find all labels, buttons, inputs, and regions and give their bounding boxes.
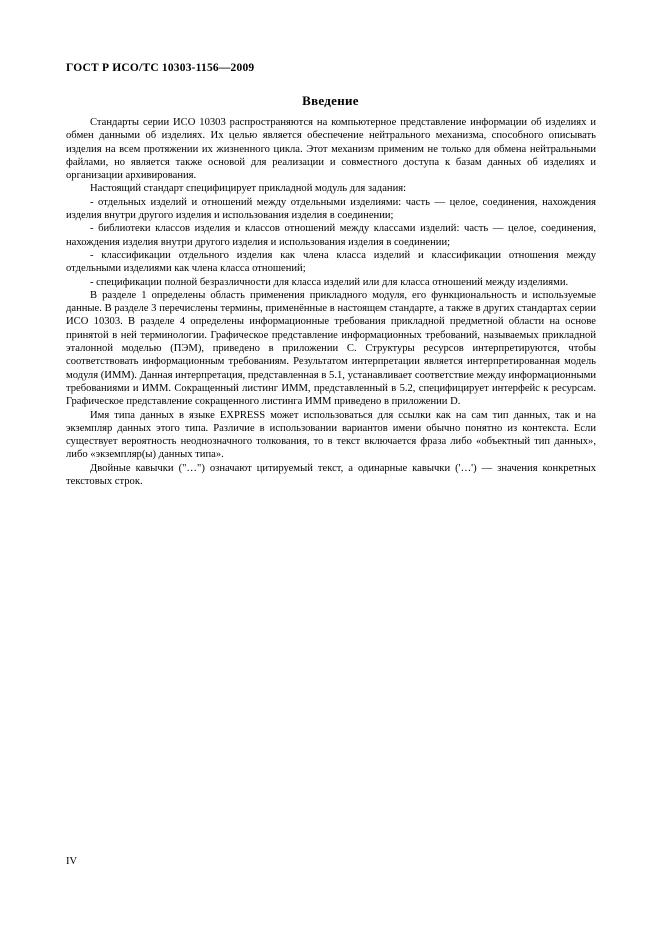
paragraph: - библиотеки классов изделия и классов отношений между классами изделий: часть — целое, соединения, нахождения изделия внутри другого изделия и использования изделия в соединении;: [66, 223, 596, 248]
paragraph: Стандарты серии ИСО 10303 распространяются на компьютерное представление информации об изделиях и обмен данными об изделиях. Их целью является обеспечение нейтрального механизма, способного описывать изделия на всем протяжении их жизненного цикла. Этот механизм применим не только для обмена нейтральными файлами, но является также основой для реализации и совместного доступа к базам данных об изделиях и организации архивирования.: [66, 117, 596, 182]
body-text: [66, 116, 596, 488]
page-title: Введение: [302, 93, 359, 108]
paragraph: - классификации отдельного изделия как члена класса изделий и классификации отношения между отдельными изделиями как члена класса отношений;: [66, 249, 596, 275]
standard-header: ГОСТ Р ИСО/ТС 10303-1156—2009: [66, 62, 255, 74]
paragraph: Имя типа данных в языке EXPRESS может использоваться для ссылки как на сам тип данных, так и на экземпляр данных этого типа. Различие в использовании вариантов имени обычно понятно из контекста. Если существует вероятность неоднозначного толкования, то в текст включается фраза либо «объектный тип данных», либо «экземпляр(ы) данных типа».: [66, 409, 596, 461]
paragraph: - отдельных изделий и отношений между отдельными изделиями: часть — целое, соединения, нахождения изделия внутри другого изделия и использования изделия в соединении;: [66, 196, 596, 222]
paragraph: Настоящий стандарт специфицирует прикладной модуль для задания:: [90, 183, 407, 195]
page-number: IV: [66, 856, 78, 867]
paragraph: - спецификации полной безразличности для класса изделий или для класса отношений между изделиями.: [90, 276, 569, 288]
paragraph: В разделе 1 определены область применения прикладного модуля, его функциональность и используемые данные. В разделе 3 перечислены термины, применённые в настоящем стандарте, а также в других стандартах серии ИСО 10303. В разделе 4 определены информационные требования прикладной предметной области на основе принятой в ней терминологии. Графическое представление информационных требований, называемых прикладной эталонной моделью (ПЭМ), приведено в приложении С. Структуры ресурсов интерпретируются, чтобы соответствовать информационным требованиям. Результатом интерпретации является интерпретированная модель модуля (ИММ). Данная интерпретация, представленная в 5.1, устанавливает соответствие между информационными требованиями и ИММ. Сокращенный листинг ИММ, представленный в 5.2, специфицирует интерфейс к ресурсам. Графическое представление сокращенного листинга ИММ приведено в приложении D.: [66, 289, 596, 408]
paragraph: Двойные кавычки ("…") означают цитируемый текст, а одинарные кавычки ('…') — значения конкретных текстовых строк.: [66, 462, 596, 488]
